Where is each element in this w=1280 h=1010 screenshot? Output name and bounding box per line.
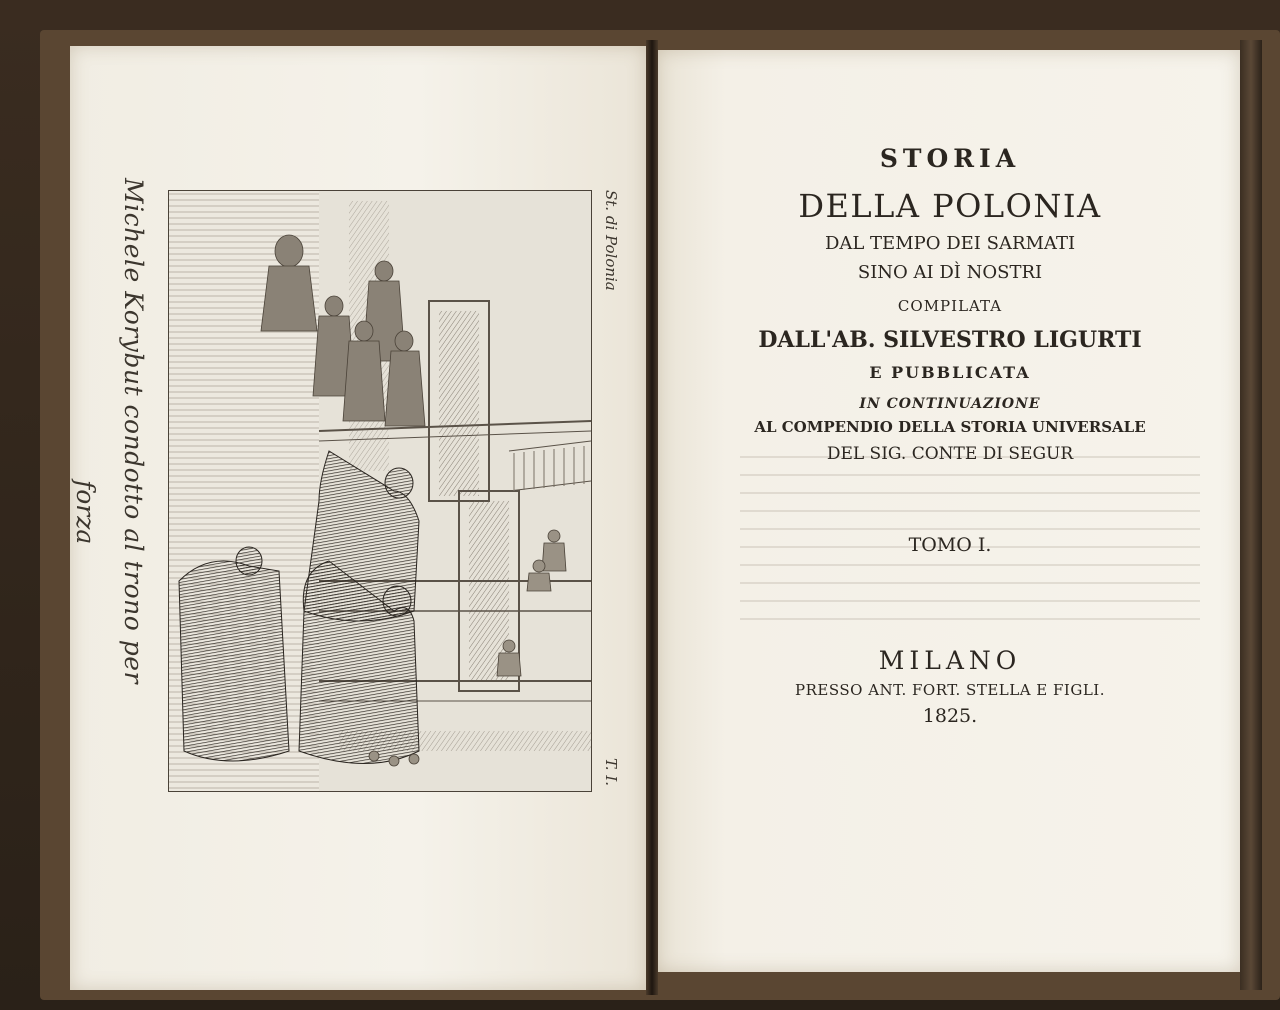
engraving-illustration [169, 191, 591, 791]
compiled-label: COMPILATA [897, 297, 1003, 315]
plate-reference: St. di Polonia [602, 190, 620, 291]
page-edges [1240, 40, 1262, 990]
volume-label: TOMO I. [908, 534, 992, 556]
plate-caption-continuation: forza [71, 480, 100, 545]
continuation-label: IN CONTINUAZIONE [859, 396, 1041, 412]
title-line-polonia: DELLA POLONIA [798, 187, 1102, 225]
series-line: AL COMPENDIO DELLA STORIA UNIVERSALE [754, 418, 1146, 436]
engraving-plate [168, 190, 592, 792]
subtitle-line-2: SINO AI DÌ NOSTRI [857, 262, 1043, 283]
imprint-year: 1825. [922, 705, 978, 727]
published-label: E PUBBLICATA [869, 363, 1031, 382]
imprint-publisher: PRESSO ANT. FORT. STELLA E FIGLI. [795, 681, 1105, 699]
plate-number: T. I. [602, 758, 620, 787]
imprint-city: MILANO [878, 646, 1022, 675]
title-block [700, 140, 1200, 727]
subtitle-line-1: DAL TEMPO DEI SARMATI [824, 233, 1076, 254]
book-gutter [646, 40, 658, 995]
author-line: DALL'AB. SILVESTRO LIGURTI [758, 327, 1142, 353]
title-line-storia: STORIA [879, 144, 1021, 173]
plate-caption: Michele Korybut condotto al trono per [119, 178, 148, 684]
series-author-line: DEL SIG. CONTE DI SEGUR [826, 444, 1074, 464]
